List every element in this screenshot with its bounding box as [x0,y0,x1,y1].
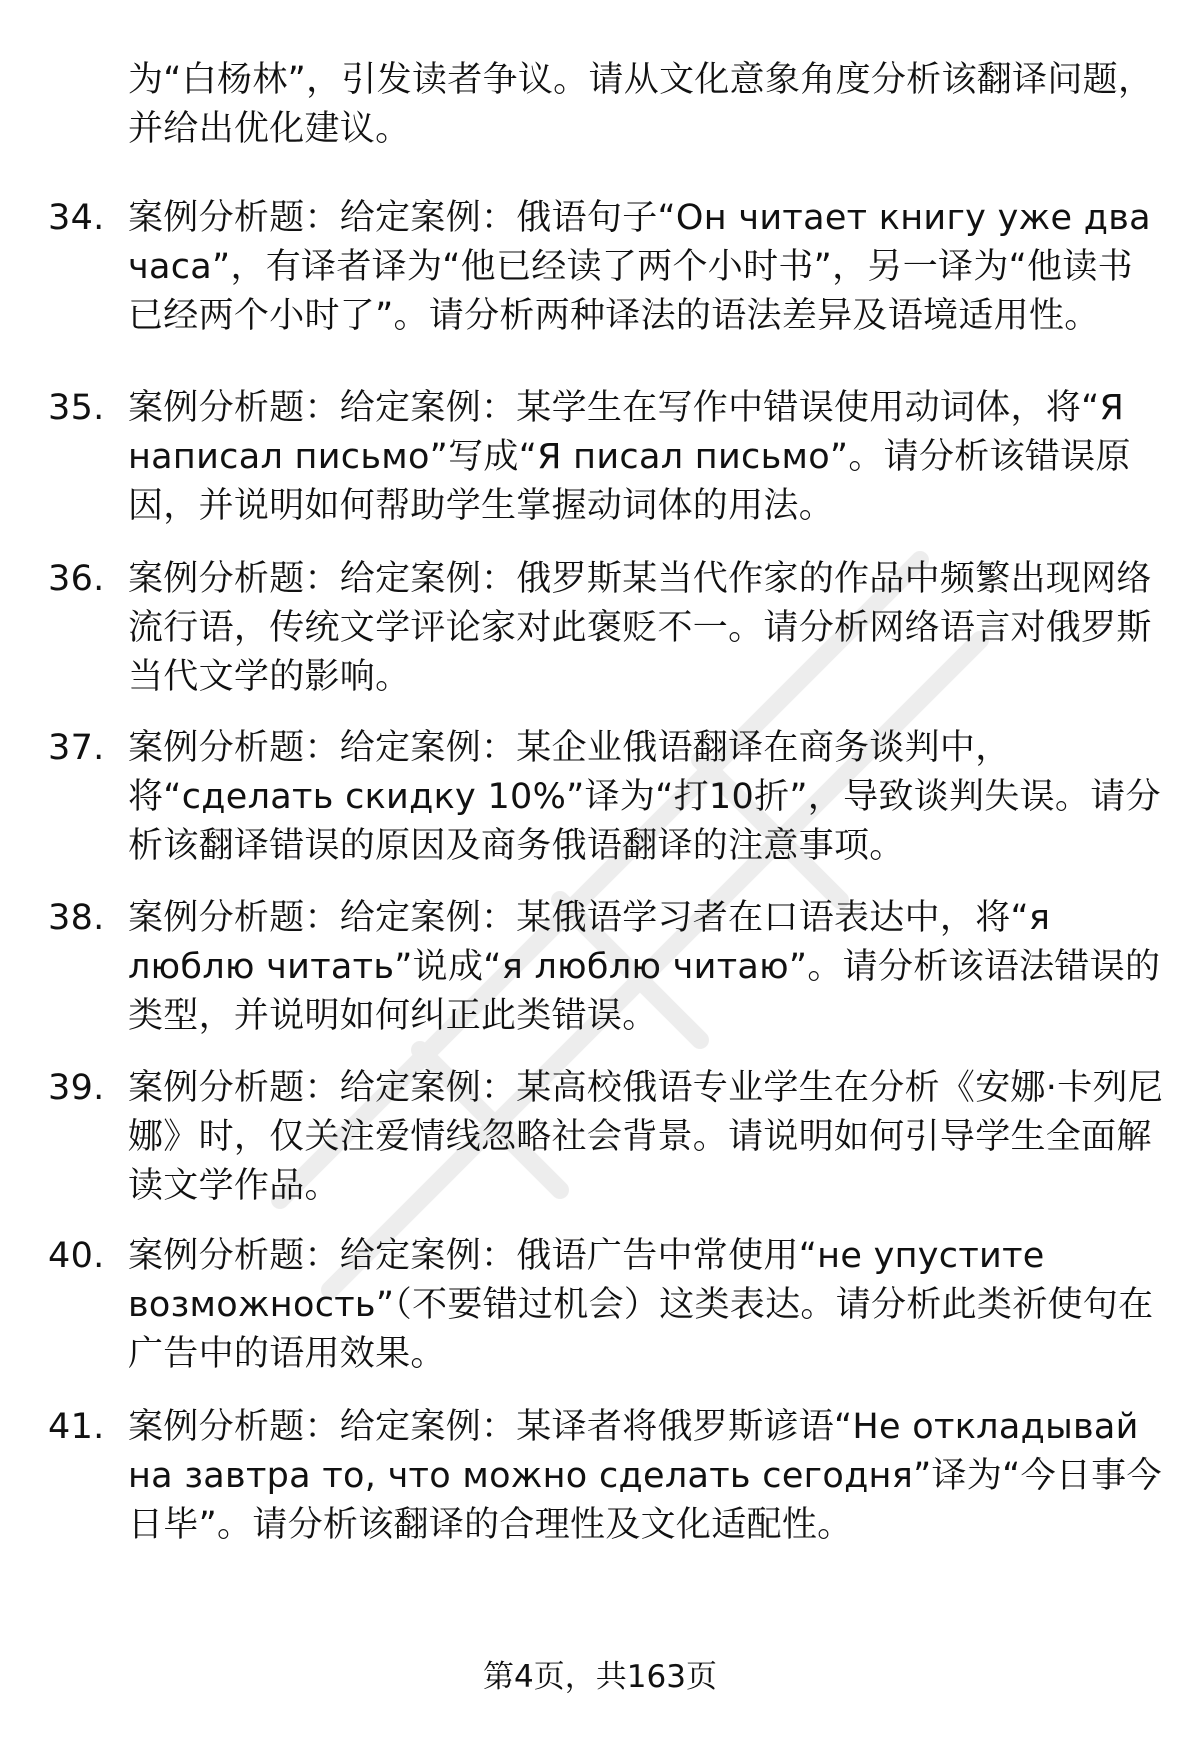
question-number: 34. [48,198,105,238]
question-number: 39. [48,1068,105,1108]
continued-question-text: 为“白杨林”，引发读者争议。请从文化意象角度分析该翻译问题，并给出优化建议。 [128,60,1154,149]
question-39 [48,1064,1168,1211]
question-number: 35. [48,388,105,428]
question-36 [48,555,1168,702]
question-text: 案例分析题：给定案例：俄语广告中常使用“не упустите возможность”（不要错过机会）这类表达。请分析此类祈使句在广告中的语用效果。 [128,1236,1154,1374]
question-number: 41. [48,1407,105,1447]
question-38 [48,894,1168,1041]
question-40 [48,1232,1168,1379]
question-number: 36. [48,559,105,599]
question-number: 38. [48,898,105,938]
question-text: 案例分析题：给定案例：某俄语学习者在口语表达中，将“я люблю читать”说成“я люблю читаю”。请分析该语法错误的类型，并说明如何纠正此类错误。 [128,898,1161,1036]
question-text: 案例分析题：给定案例：某高校俄语专业学生在分析《安娜·卡列尼娜》时，仅关注爱情线忽略社会背景。请说明如何引导学生全面解读文学作品。 [128,1068,1164,1206]
question-text: 案例分析题：给定案例：俄语句子“Он читает книгу уже два часа”，有译者译为“他已经读了两个小时书”，另一译为“他读书已经两个小时了”。请分析两种译法的语法差异及语境适用性。 [128,198,1151,336]
question-text: 案例分析题：给定案例：某企业俄语翻译在商务谈判中，将“сделать скидку 10%”译为“打10折”，导致谈判失误。请分析该翻译错误的原因及商务俄语翻译的注意事项。 [128,728,1161,866]
question-34 [48,194,1168,341]
question-number: 40. [48,1236,105,1276]
question-text: 案例分析题：给定案例：俄罗斯某当代作家的作品中频繁出现网络流行语，传统文学评论家对此褒贬不一。请分析网络语言对俄罗斯当代文学的影响。 [128,559,1152,697]
question-text: 案例分析题：给定案例：某学生在写作中错误使用动词体，将“Я написал письмо”写成“Я писал письмо”。请分析该错误原因，并说明如何帮助学生掌握动词体的用法。 [128,388,1131,526]
question-text: 案例分析题：给定案例：某译者将俄罗斯谚语“Не откладывай на завтра то, что можно сделать сегодня”译为“今日事今日毕”。请分析该翻译的合理性及文化适配性。 [128,1407,1162,1545]
question-35 [48,384,1168,531]
question-41 [48,1403,1168,1550]
question-number: 37. [48,728,105,768]
page-footer: 第4页，共163页 [483,1659,717,1695]
question-37 [48,724,1168,871]
